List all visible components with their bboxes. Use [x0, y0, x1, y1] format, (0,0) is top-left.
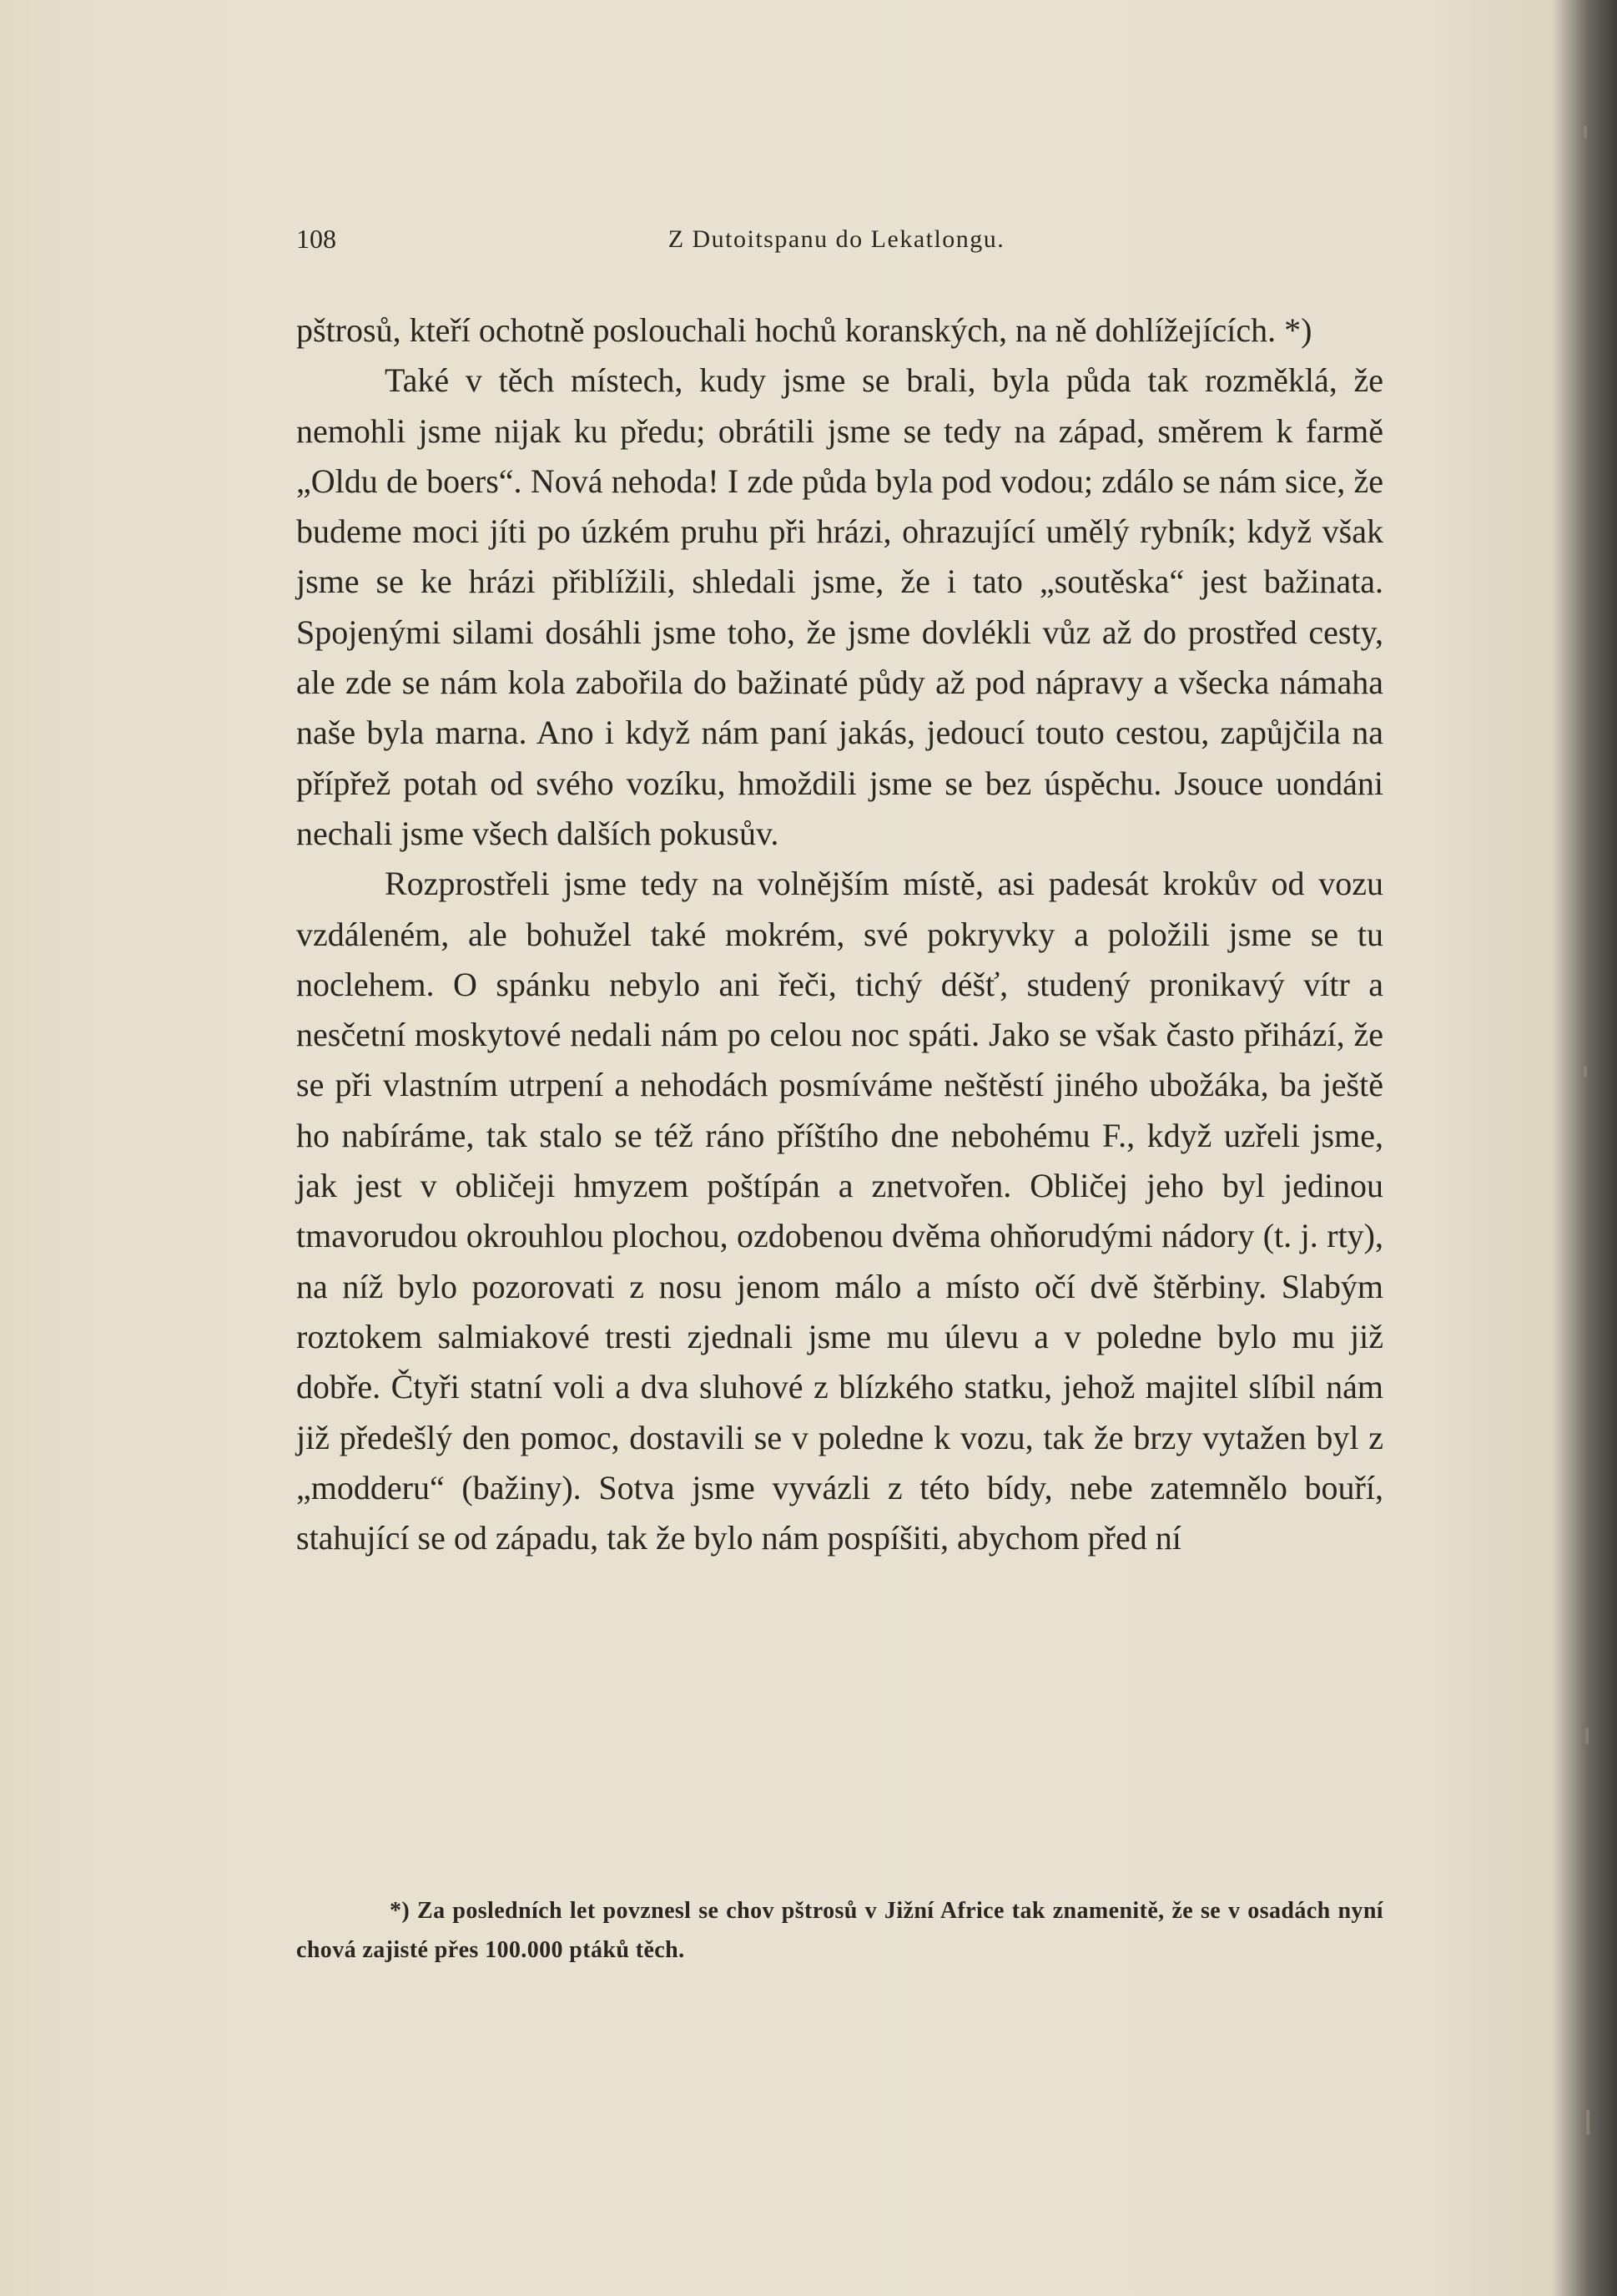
page-edge-mark: [1585, 1728, 1589, 1744]
page-number: 108: [296, 224, 336, 254]
paragraph-2: Také v těch místech, kudy jsme se brali, byla půda tak rozměklá, že nemohli jsme nijak ku předu; obrátili jsme se tedy na západ, směrem k farmě „Oldu de boers“. Nová nehoda! I zde půda byla pod vodou; zdálo se nám sice, že budeme moci jíti po úzkém pruhu při hrázi, ohrazující umělý rybník; když však jsme se ke hrázi přiblížili, shledali jsme, že i tato „soutěska“ jest bažinata. Spojenými silami dosáhli jsme toho, že jsme dovlékli vůz až do prostřed cesty, ale zde se nám kola zabořila do bažinaté půdy až pod nápravy a všecka námaha naše byla marna. Ano i když nám paní jakás, jedoucí touto cestou, zapůjčila na přípřež potah od svého vozíku, hmoždili jsme se bez úspěchu. Jsouce uondáni nechali jsme všech dalších pokusův.: [296, 361, 1383, 852]
footnote: *) Za posledních let povznesl se chov pštrosů v Jižní Africe tak znamenitě, že se v osadách nyní chová zajisté přes 100.000 ptáků těch.: [296, 1898, 1383, 1963]
paragraph-3: Rozprostřeli jsme tedy na volnějším místě, asi padesát krokův od vozu vzdáleném, ale bohužel také mokrém, své pokryvky a položili jsme se tu noclehem. O spánku nebylo ani řeči, tichý déšť, studený pronikavý vítr a nesčetní moskytové nedali nám po celou noc spáti. Jako se však často přihází, že se při vlastním utrpení a nehodách posmíváme neštěstí jiného ubožáka, ba ještě ho nabíráme, tak stalo se též ráno příštího dne nebohému F., když uzřeli jsme, jak jest v obličeji hmyzem poštípán a znetvořen. Obličej jeho byl jedinou tmavorudou okrouhlou plochou, ozdobenou dvěma ohňorudými nádory (t. j. rty), na níž bylo pozorovati z nosu jenom málo a místo očí dvě štěrbiny. Slabým roztokem salmiakové tresti zjednali jsme mu úlevu a v poledne bylo mu již dobře. Čtyři statní voli a dva sluhové z blízkého statku, jehož majitel slíbil nám již předešlý den pomoc, dostavili se v poledne k vozu, tak že brzy vytažen byl z „modderu“ (bažiny). Sotva jsme vyvázli z této bídy, nebe zatemnělo bouří, stahující se od západu, tak že bylo nám pospíšiti, abychom před ní: [296, 865, 1383, 1557]
body-text: [296, 305, 1383, 1563]
page-edge-mark: [1584, 1066, 1587, 1077]
page-header: [296, 224, 1377, 260]
running-title: Z Dutoitspanu do Lekatlongu.: [667, 225, 1005, 253]
paragraph-1: pštrosů, kteří ochotně poslouchali hochů koranských, na ně dohlížejících. *): [296, 311, 1312, 349]
page-edge-mark: [1584, 125, 1587, 139]
page-edge-mark: [1586, 2110, 1589, 2135]
